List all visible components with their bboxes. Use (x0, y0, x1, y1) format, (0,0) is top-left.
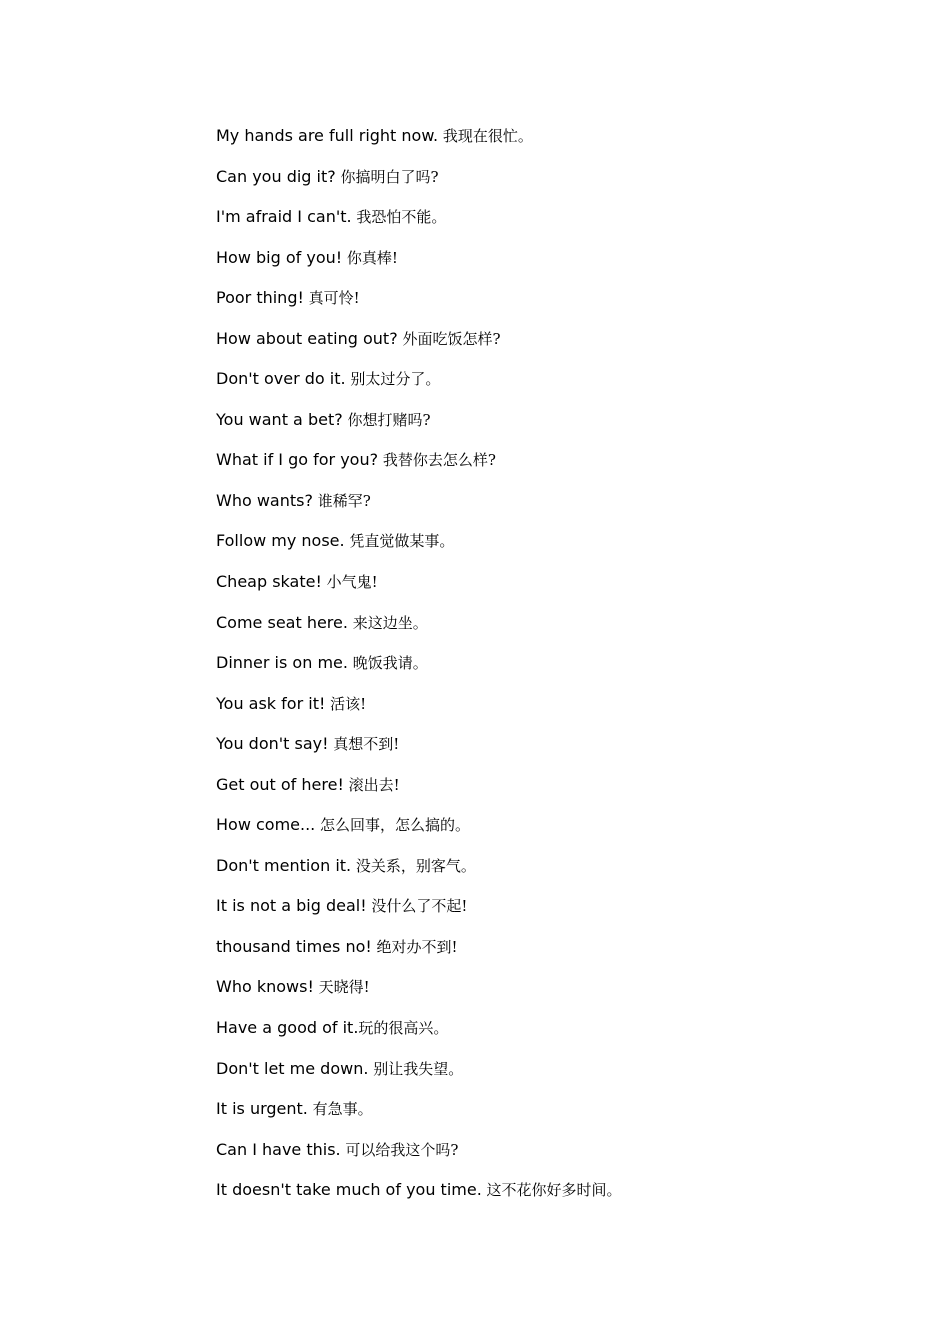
english-phrase: Who knows! (216, 977, 314, 997)
chinese-translation: 我现在很忙。 (438, 127, 533, 145)
english-phrase: Who wants? (216, 490, 313, 510)
english-phrase: Don't mention it. (216, 855, 352, 875)
english-phrase: Come seat here. (216, 612, 348, 632)
chinese-translation: 玩的很高兴。 (358, 1019, 449, 1038)
chinese-translation: 我替你去怎么样? (378, 451, 496, 470)
english-phrase: What if I go for you? (216, 450, 379, 470)
phrase-line (216, 205, 622, 246)
english-phrase: How come... (216, 815, 316, 835)
phrase-line (216, 773, 622, 814)
phrase-line (216, 975, 622, 1016)
chinese-translation: 滚出去! (343, 775, 400, 794)
english-phrase: It doesn't take much of you time. (216, 1180, 482, 1200)
english-phrase: How about eating out? (216, 328, 398, 348)
english-phrase: Don't let me down. (216, 1058, 369, 1078)
english-phrase: Can you dig it? (216, 166, 336, 186)
chinese-translation: 绝对办不到! (371, 937, 458, 956)
english-phrase: Can I have this. (216, 1139, 341, 1159)
phrase-line (216, 327, 622, 368)
phrase-line (216, 124, 622, 165)
phrase-line (216, 489, 622, 530)
english-phrase: You ask for it! (216, 693, 326, 713)
phrase-line (216, 813, 622, 854)
phrase-line (216, 692, 622, 733)
phrase-line (216, 408, 622, 449)
chinese-translation: 别让我失望。 (368, 1059, 464, 1078)
phrase-line (216, 286, 622, 327)
chinese-translation: 真可怜! (303, 289, 360, 308)
english-phrase: How big of you! (216, 247, 343, 267)
phrase-line (216, 854, 622, 895)
chinese-translation: 没什么了不起! (366, 897, 468, 916)
phrase-line (216, 894, 622, 935)
english-phrase: My hands are full right now. (216, 126, 439, 145)
chinese-translation: 没关系，别客气。 (351, 856, 476, 875)
phrase-line (216, 651, 622, 692)
chinese-translation: 凭直觉做某事。 (344, 532, 455, 551)
english-phrase: You don't say! (216, 734, 329, 754)
chinese-translation: 这不花你好多时间。 (481, 1181, 622, 1200)
english-phrase: It is urgent. (216, 1099, 308, 1119)
chinese-translation: 别太过分了。 (345, 370, 441, 389)
phrase-line (216, 367, 622, 408)
phrase-line (216, 1057, 622, 1098)
chinese-translation: 小气鬼! (321, 573, 378, 592)
phrase-line (216, 246, 622, 287)
chinese-translation: 你真棒! (342, 248, 398, 267)
english-phrase: Follow my nose. (216, 531, 345, 551)
english-phrase: Dinner is on me. (216, 653, 348, 673)
chinese-translation: 可以给我这个吗? (340, 1140, 459, 1159)
phrase-list (216, 124, 622, 1219)
english-phrase: Have a good of it. (216, 1018, 359, 1038)
english-phrase: It is not a big deal! (216, 896, 367, 916)
english-phrase: Get out of here! (216, 774, 344, 794)
phrase-line (216, 1178, 622, 1219)
phrase-line (216, 611, 622, 652)
chinese-translation: 我恐怕不能。 (351, 208, 447, 227)
english-phrase: Cheap skate! (216, 572, 322, 592)
chinese-translation: 谁稀罕? (312, 491, 371, 510)
phrase-line (216, 935, 622, 976)
phrase-line (216, 570, 622, 611)
chinese-translation: 有急事。 (307, 1100, 373, 1119)
english-phrase: Poor thing! (216, 288, 304, 308)
chinese-translation: 晚饭我请。 (347, 654, 428, 673)
phrase-line (216, 165, 622, 206)
chinese-translation: 怎么回事，怎么搞的。 (315, 816, 471, 835)
english-phrase: I'm afraid I can't. (216, 207, 352, 227)
phrase-line (216, 1097, 622, 1138)
english-phrase: thousand times no! (216, 936, 372, 956)
chinese-translation: 天晓得! (313, 978, 370, 997)
phrase-line (216, 448, 622, 489)
chinese-translation: 你搞明白了吗? (335, 167, 439, 186)
english-phrase: Don't over do it. (216, 369, 346, 389)
english-phrase: You want a bet? (216, 409, 343, 429)
phrase-line (216, 529, 622, 570)
chinese-translation: 你想打赌吗? (342, 410, 431, 429)
chinese-translation: 来这边坐。 (347, 613, 428, 632)
phrase-line (216, 732, 622, 773)
phrase-line (216, 1016, 622, 1057)
chinese-translation: 活该! (325, 694, 367, 713)
phrase-line (216, 1138, 622, 1179)
chinese-translation: 外面吃饭怎样? (397, 329, 501, 348)
chinese-translation: 真想不到! (328, 735, 400, 754)
